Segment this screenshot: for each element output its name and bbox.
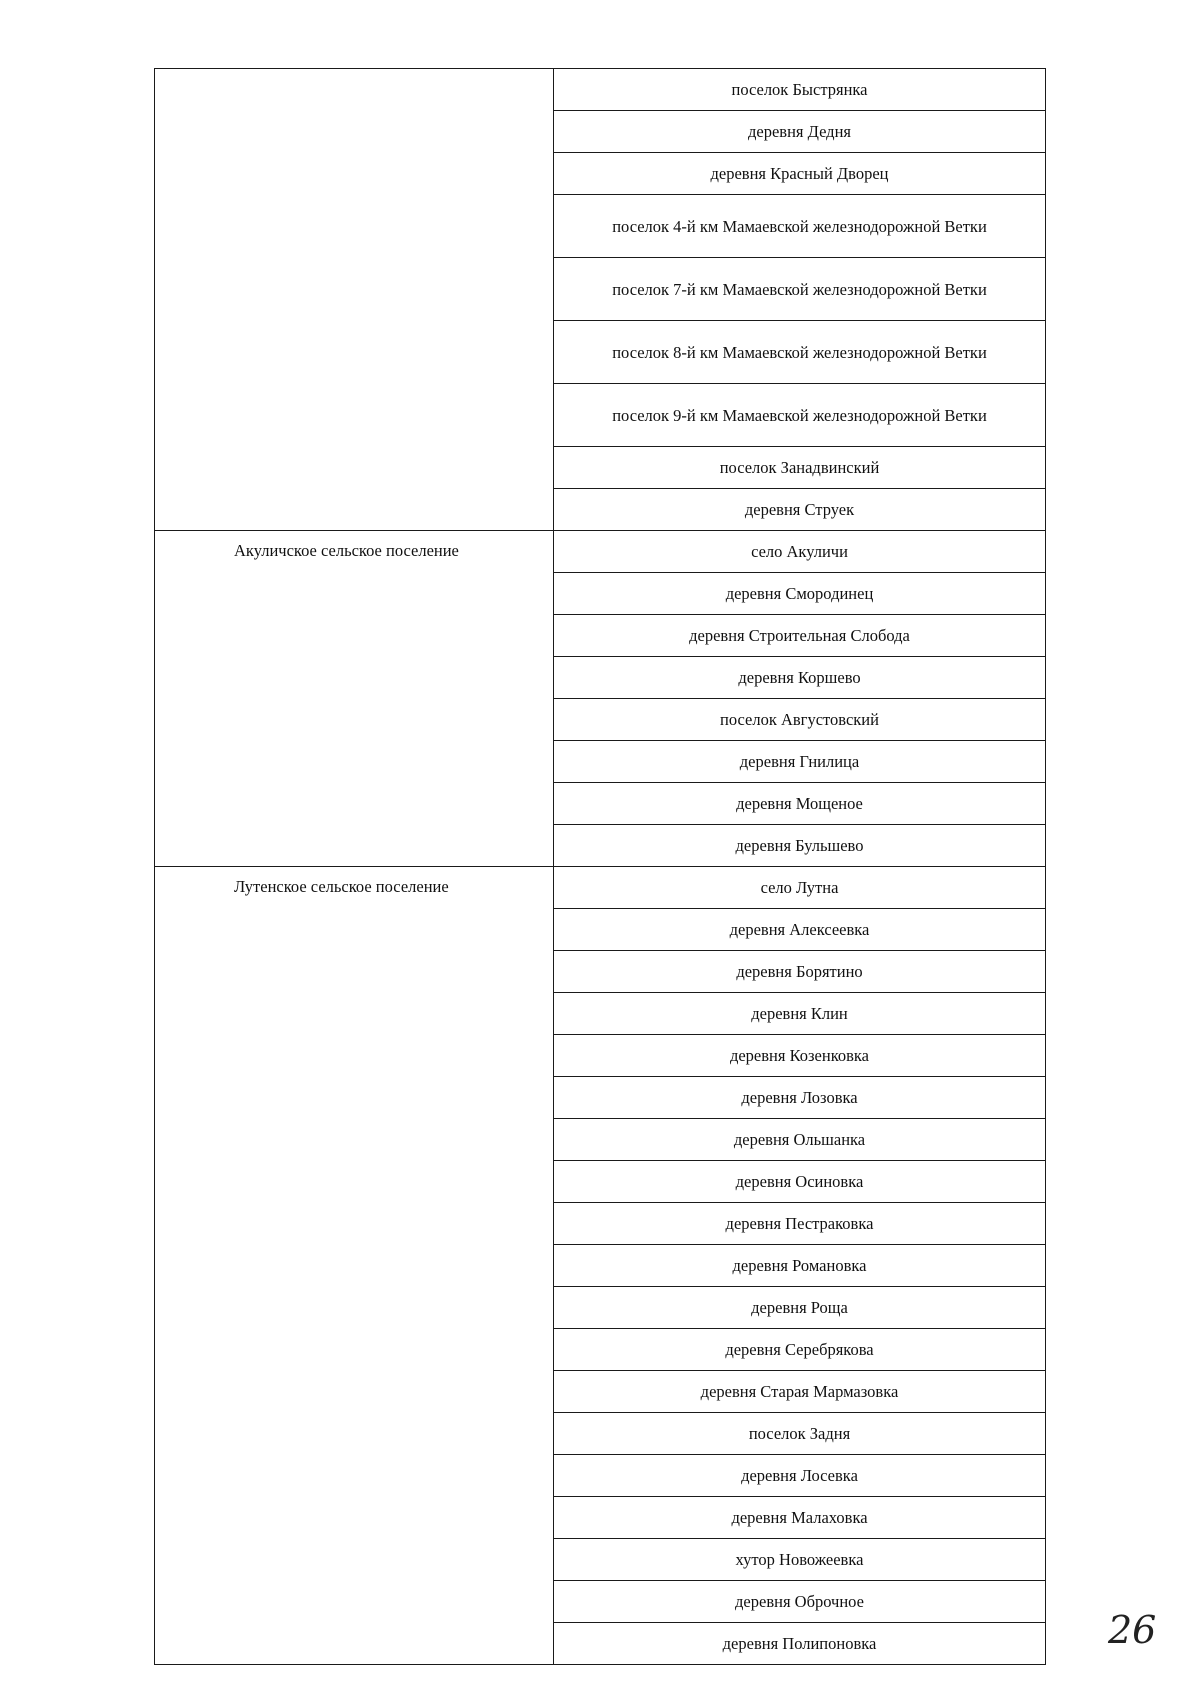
settlement-name: поселок Августовский [554, 699, 1046, 741]
settlement-name: деревня Клин [554, 993, 1046, 1035]
settlement-name: деревня Строительная Слобода [554, 615, 1046, 657]
settlement-name: деревня Малаховка [554, 1497, 1046, 1539]
municipality-name: Акуличское сельское поселение [234, 541, 459, 560]
table-row [155, 69, 1046, 111]
settlement-name: поселок Занадвинский [554, 447, 1046, 489]
page-number: 26 [1108, 1608, 1157, 1652]
municipality-cell [155, 867, 554, 1665]
settlement-name: деревня Роща [554, 1287, 1046, 1329]
settlement-name: поселок 8-й км Мамаевской железнодорожной Ветки [554, 321, 1046, 384]
settlements-table [154, 68, 1046, 1665]
settlement-name: деревня Осиновка [554, 1161, 1046, 1203]
settlement-name: деревня Оброчное [554, 1581, 1046, 1623]
settlement-name: деревня Козенковка [554, 1035, 1046, 1077]
settlement-name: деревня Борятино [554, 951, 1046, 993]
settlement-name: деревня Дедня [554, 111, 1046, 153]
settlement-name: поселок Быстрянка [554, 69, 1046, 111]
settlement-name: хутор Новожеевка [554, 1539, 1046, 1581]
settlement-name: поселок 4-й км Мамаевской железнодорожной Ветки [554, 195, 1046, 258]
settlement-name: деревня Пестраковка [554, 1203, 1046, 1245]
settlement-name: деревня Серебрякова [554, 1329, 1046, 1371]
table-body [155, 69, 1046, 1665]
table-row [155, 531, 1046, 573]
settlement-name: деревня Красный Дворец [554, 153, 1046, 195]
settlement-name: деревня Полипоновка [554, 1623, 1046, 1665]
settlement-name: деревня Романовка [554, 1245, 1046, 1287]
settlement-name: деревня Алексеевка [554, 909, 1046, 951]
municipality-name: Лутенское сельское поселение [234, 877, 449, 896]
settlement-name: деревня Старая Мармазовка [554, 1371, 1046, 1413]
settlement-name: село Акуличи [554, 531, 1046, 573]
settlement-name: поселок 7-й км Мамаевской железнодорожной Ветки [554, 258, 1046, 321]
municipality-cell [155, 531, 554, 867]
settlement-name: деревня Мощеное [554, 783, 1046, 825]
table-row [155, 867, 1046, 909]
settlement-name: деревня Струек [554, 489, 1046, 531]
municipality-name [155, 69, 553, 79]
settlement-name: деревня Лосевка [554, 1455, 1046, 1497]
settlement-name: деревня Лозовка [554, 1077, 1046, 1119]
settlement-name: деревня Гнилица [554, 741, 1046, 783]
settlement-name: деревня Коршево [554, 657, 1046, 699]
municipality-cell [155, 69, 554, 531]
settlement-name: поселок Задня [554, 1413, 1046, 1455]
settlement-name: деревня Бульшево [554, 825, 1046, 867]
settlement-name: деревня Ольшанка [554, 1119, 1046, 1161]
settlement-name: деревня Смородинец [554, 573, 1046, 615]
settlement-name: поселок 9-й км Мамаевской железнодорожной Ветки [554, 384, 1046, 447]
settlement-name: село Лутна [554, 867, 1046, 909]
